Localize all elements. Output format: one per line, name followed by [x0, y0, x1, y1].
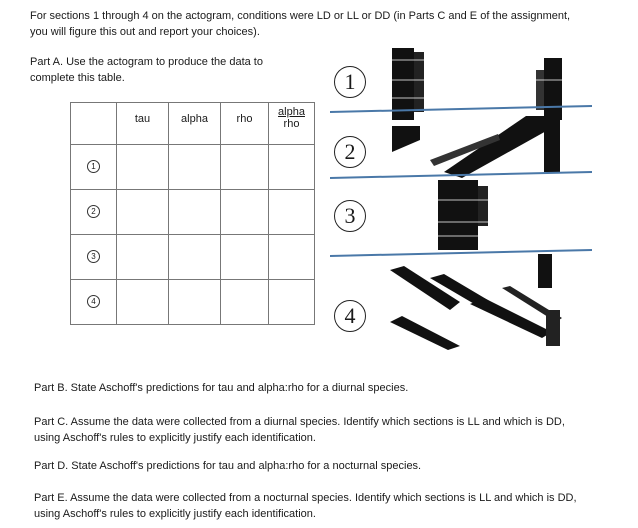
table-row	[71, 190, 315, 235]
row-label-cell	[71, 190, 117, 235]
intro-line-1: For sections 1 through 4 on the actogram, conditions were LD or LL or DD (in Parts C and E of the assignment,	[30, 10, 571, 22]
row-label-2: 2	[87, 205, 100, 218]
part-a-paragraph	[30, 54, 300, 86]
row-label-cell	[71, 235, 117, 280]
intro-line-2: you will figure this out and report your choices).	[30, 26, 260, 38]
header-rho: rho	[221, 103, 269, 145]
answer-cell[interactable]	[269, 280, 315, 325]
ratio-numerator: alpha	[278, 106, 305, 118]
actogram-label-3: 3	[334, 200, 366, 232]
answer-cell[interactable]	[117, 145, 169, 190]
table-row	[71, 280, 315, 325]
actogram-label-2: 2	[334, 136, 366, 168]
table-row	[71, 235, 315, 280]
answer-cell[interactable]	[117, 235, 169, 280]
answer-cell[interactable]	[221, 235, 269, 280]
part-b-paragraph: Part B. State Aschoff's predictions for tau and alpha:rho for a diurnal species.	[34, 382, 409, 394]
actogram-label-4: 4	[334, 300, 366, 332]
part-c-line-1: Part C. Assume the data were collected from a diurnal species. Identify which sections is LL and which is DD,	[34, 416, 565, 428]
answer-cell[interactable]	[269, 145, 315, 190]
answer-cell[interactable]	[221, 190, 269, 235]
answer-cell[interactable]	[117, 280, 169, 325]
header-tau: tau	[117, 103, 169, 145]
part-c-paragraph	[34, 414, 624, 446]
row-label-cell	[71, 145, 117, 190]
answer-cell[interactable]	[169, 145, 221, 190]
answer-cell[interactable]	[169, 235, 221, 280]
answer-cell[interactable]	[269, 190, 315, 235]
row-label-1: 1	[87, 160, 100, 173]
part-e-line-1: Part E. Assume the data were collected from a nocturnal species. Identify which sections is LL and which is DD,	[34, 492, 577, 504]
table-corner-cell	[71, 103, 117, 145]
intro-paragraph	[30, 8, 620, 40]
part-c-line-2: using Aschoff's rules to explicitly justify each identification.	[34, 432, 316, 444]
part-d-paragraph: Part D. State Aschoff's predictions for tau and alpha:rho for a nocturnal species.	[34, 460, 422, 472]
answer-cell[interactable]	[169, 280, 221, 325]
part-a-line-2: complete this table.	[30, 72, 125, 84]
part-e-paragraph	[34, 490, 624, 522]
row-label-3: 3	[87, 250, 100, 263]
header-alpha: alpha	[169, 103, 221, 145]
header-alpha-rho-ratio	[269, 103, 315, 145]
answer-cell[interactable]	[221, 280, 269, 325]
answer-cell[interactable]	[221, 145, 269, 190]
row-label-4: 4	[87, 295, 100, 308]
answer-cell[interactable]	[117, 190, 169, 235]
part-a-line-1: Part A. Use the actogram to produce the data to	[30, 56, 263, 68]
data-table	[70, 102, 315, 325]
actogram-section-4-activity	[390, 254, 562, 350]
table-row	[71, 145, 315, 190]
ratio-denominator: rho	[283, 118, 300, 130]
actogram-section-3-activity	[438, 180, 488, 250]
answer-cell[interactable]	[169, 190, 221, 235]
part-e-line-2: using Aschoff's rules to explicitly justify each identification.	[34, 508, 316, 520]
actogram-label-1: 1	[334, 66, 366, 98]
actogram-divider-line	[330, 250, 592, 256]
actogram-section-2-activity	[392, 112, 560, 178]
table-header-row	[71, 103, 315, 145]
answer-cell[interactable]	[269, 235, 315, 280]
actogram-figure	[330, 40, 600, 350]
row-label-cell	[71, 280, 117, 325]
